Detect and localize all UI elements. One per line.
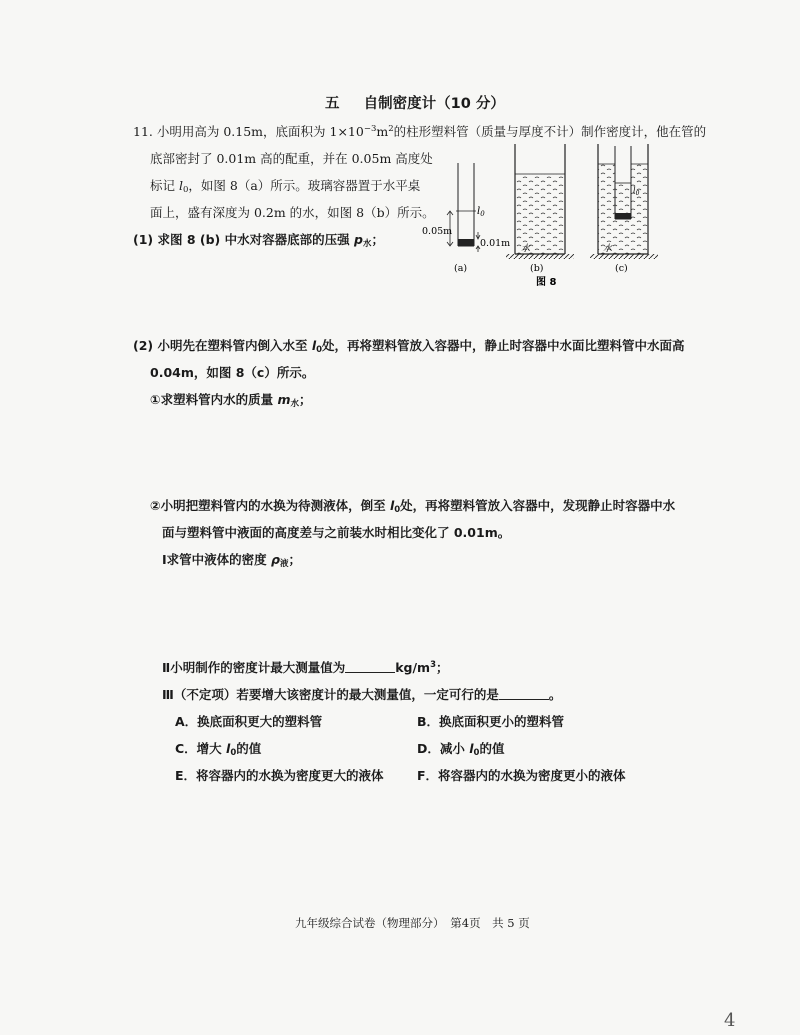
answer-blank-choice[interactable] [499,687,549,700]
part-1-question: (1) 求图 8 (b) 中水对容器底部的压强 $p_水$； [133,232,384,249]
label-l0-a: $l_0$ [477,206,485,218]
part-2-line1: (2) 小明先在塑料管内倒入水至 $l_0$处，再将塑料管放入容器中，静止时容器中水面比塑料管中水面高 [133,338,685,355]
water-label-c: 水 [603,244,613,254]
figure-8b-container [506,144,574,259]
part-2-line2: 0.04m，如图 8（c）所示。 [150,365,315,380]
section-title-text: 自制密度计（10 分） [363,96,505,112]
label-c: (c) [615,263,628,274]
answer-blank-max-value[interactable] [345,660,395,673]
question-number: 11. [133,124,153,139]
water-label-b: 水 [521,244,531,254]
part-2-subquestion-2-iii: Ⅲ（不定项）若要增大该密度计的最大测量值，一定可行的是 。 [162,687,562,702]
section-number: 五 [325,96,340,112]
dim-0-05m: 0.05m [422,226,453,237]
option-d: D．减小 $l_0$的值 [417,741,505,758]
figure-8a-tube [447,163,480,252]
page-footer: 九年级综合试卷（物理部分） 第4页 共 5 页 [295,916,530,930]
question-11-intro-line2: 底部密封了 0.01m 高的配重，并在 0.05m 高度处 [150,151,433,166]
dim-0-01m: 0.01m [480,238,511,249]
label-l0-c: $l_0$ [633,186,640,197]
option-b: B．换底面积更小的塑料管 [417,714,565,729]
option-a: A．换底面积更大的塑料管 [175,714,323,729]
label-a: (a) [454,263,468,274]
part-2-subquestion-2-i: Ⅰ求管中液体的密度 $\rho_液$； [162,552,301,569]
page-corner-number: 4 [724,1010,736,1031]
part-2-subquestion-1: ①求塑料管内水的质量 $m_水$； [150,392,312,409]
label-b: (b) [530,263,544,274]
figure-caption: 图 8 [536,277,557,288]
option-f: F．将容器内的水换为密度更小的液体 [417,768,626,783]
figure-8c-container [590,144,658,259]
question-11-intro-line1: 11. 小明用高为 0.15m，底面积为 $1\times 10^{-3}m^2$的柱形塑料管（质量与厚度不计）制作密度计，他在管的 [133,124,707,139]
option-c: C．增大 $l_0$的值 [175,741,262,758]
question-11-intro-line3: 标记 $l_0$，如图 8（a）所示。玻璃容器置于水平桌 [150,178,421,195]
section-title [325,96,505,113]
option-e: E．将容器内的水换为密度更大的液体 [175,768,384,783]
question-11-intro-line4: 面上，盛有深度为 0.2m 的水，如图 8（b）所示。 [150,205,435,220]
part-2-subquestion-2-line2: 面与塑料管中液面的高度差与之前装水时相比变化了 0.01m。 [162,525,511,540]
figure-8 [420,138,660,288]
part-2-subquestion-2-line1: ②小明把塑料管内的水换为待测液体，倒至 $l_0$处，再将塑料管放入容器中，发现静止时容器中水 [150,498,676,515]
part-2-subquestion-2-ii: Ⅱ小明制作的密度计最大测量值为 $kg/m^3$； [162,660,449,675]
